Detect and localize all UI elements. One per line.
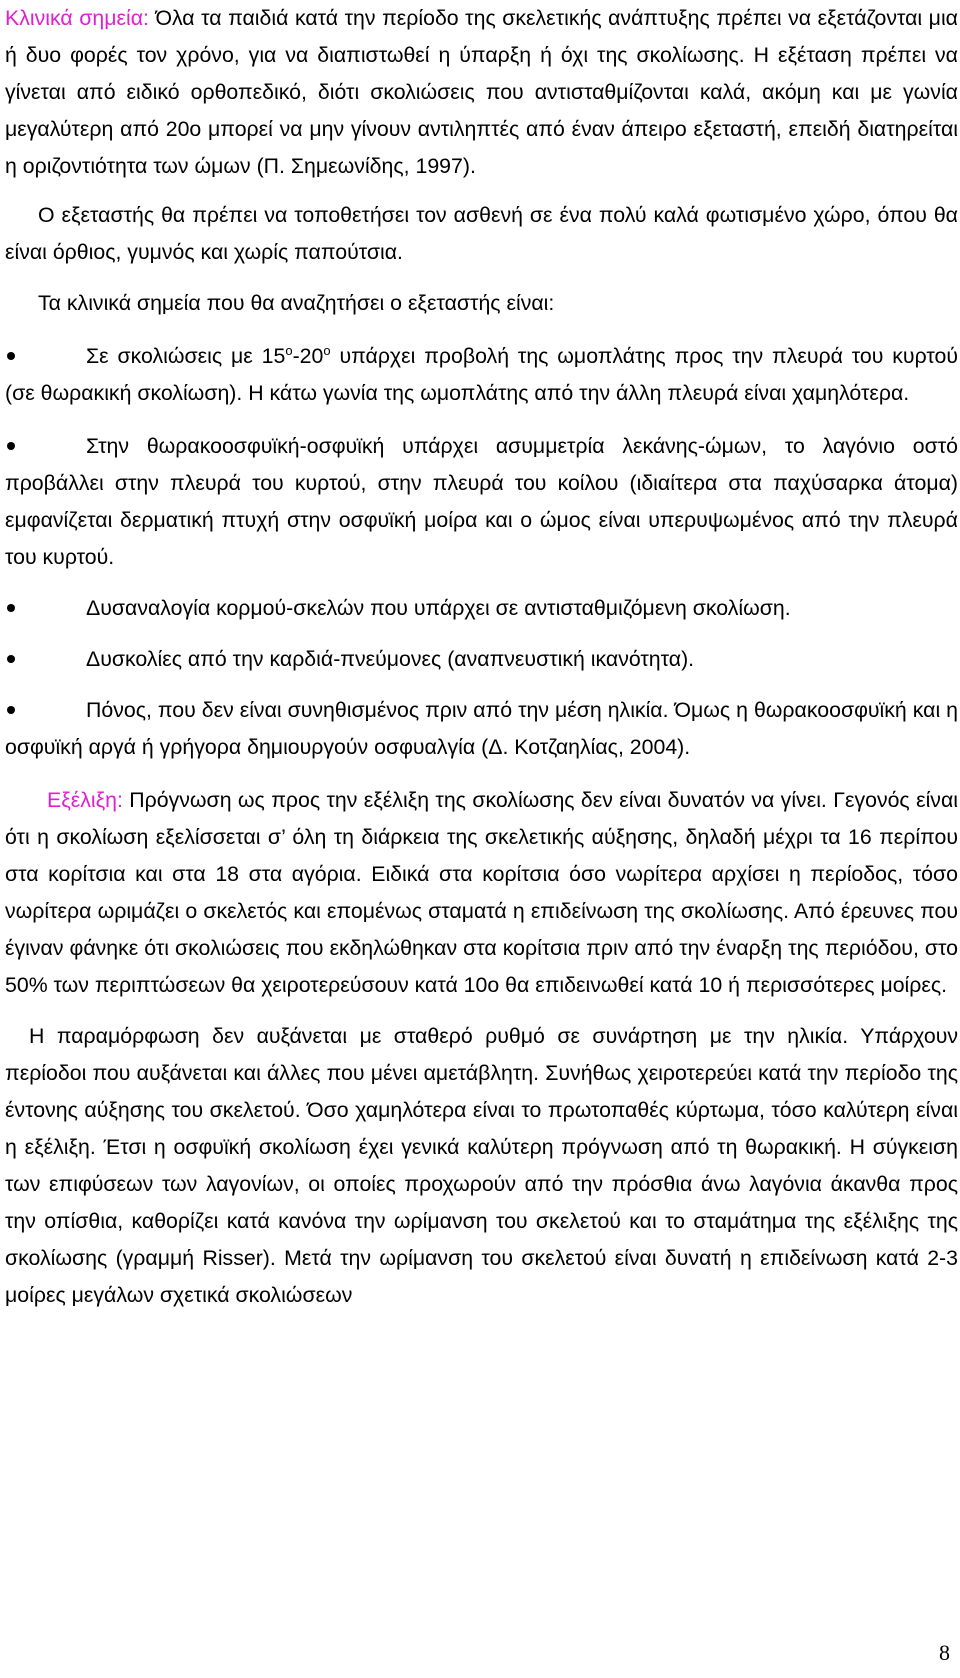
paragraph-text: Πρόγνωση ως προς την εξέλιξη της σκολίωσης δεν είναι δυνατόν να γίνει. Γεγονός είναι ότι η σκολίωση εξελίσσεται σ’ όλη τη διάρκεια της σκελετικής αύξησης, δηλαδή μέχρι τα 16 περίπου στα κορίτσια και στα 18 στα αγόρια. Ειδικά στα κορίτσια όσο νωρίτερα αρχίσει η περίοδος, τόσο νωρίτερα ωριμάζει ο σκελετός και επομένως σταματά η επιδείνωση της σκολίωσης. Από έρευνες που έγιναν φάνηκε ότι σκολιώσεις που εκδηλώθηκαν στα κορίτσια πριν από την έναρξη της περιόδου, στο 50% των περιπτώσεων θα χειροτερεύσουν κατά 10ο θα επιδεινωθεί κατά 10 ή περισσότερες μοίρες.: [5, 788, 958, 997]
bullet-icon: [7, 442, 15, 450]
bullet-icon: [7, 604, 15, 612]
list-item: Σε σκολιώσεις με $15^o-20^o$ υπάρχει προβολή της ωμοπλάτης προς την πλευρά του κυρτού (σε θωρακική σκολίωση). Η κάτω γωνία της ωμοπλάτης από την άλλη πλευρά είναι χαμηλότερα.: [5, 342, 958, 405]
heading-progression: Εξέλιξη:: [47, 788, 123, 812]
list-item: Δυσκολίες από την καρδιά-πνεύμονες (αναπνευστική ικανότητα).: [5, 641, 958, 678]
list-item: Δυσαναλογία κορμού-σκελών που υπάρχει σε αντισταθμιζόμενη σκολίωση.: [5, 590, 958, 627]
bullet-icon: [7, 706, 15, 714]
paragraph-examiner: Ο εξεταστής θα πρέπει να τοποθετήσει τον ασθενή σε ένα πολύ καλά φωτισμένο χώρο, όπου θα είναι όρθιος, γυμνός και χωρίς παπούτσια.: [5, 203, 958, 264]
paragraph-text: Όλα τα παιδιά κατά την περίοδο της σκελετικής ανάπτυξης πρέπει να εξετάζονται μια ή δυο φορές τον χρόνο, για να διαπιστωθεί η ύπαρξη ή όχι της σκολίωσης. Η εξέταση πρέπει να γίνεται από ειδικό ορθοπεδικό, διότι σκολιώσεις που αντισταθμίζονται καλά, ακόμη και με γωνία μεγαλύτερη από 20ο μπορεί να μην γίνουν αντιληπτές από έναν άπειρο εξεταστή, επειδή διατηρείται η οριζοντιότητα των ώμων (Π. Σημεωνίδης, 1997).: [5, 6, 958, 178]
bullet-icon: [7, 655, 15, 663]
document-page: [5, 0, 958, 1314]
heading-clinical-signs: Κλινικά σημεία:: [5, 6, 149, 30]
paragraph-deformity: Η παραμόρφωση δεν αυξάνεται με σταθερό ρυθμό σε συνάρτηση με την ηλικία. Υπάρχουν περίοδοι που αυξάνεται και άλλες που μένει αμετάβλητη. Συνήθως χειροτερεύει κατά την περίοδο της έντονης αύξησης του σκελετού. Όσο χαμηλότερα είναι το πρωτοπαθές κύρτωμα, τόσο καλύτερη είναι η εξέλιξη. Έτσι η οσφυϊκή σκολίωση έχει γενικά καλύτερη πρόγνωση από τη θωρακική. Η σύγκειση των επιφύσεων των λαγονίων, οι οποίες προχωρούν από την πρόσθια άνω λαγόνια άκανθα προς την οπίσθια, καθορίζει κατά κανόνα την ωρίμανση του σκελετού και το σταμάτημα της εξέλιξης της σκολίωσης (γραμμή Risser). Μετά την ωρίμανση του σκελετού είναι δυνατή η επιδείνωση κατά 2-3 μοίρες μεγάλων σχετικά σκολιώσεων: [5, 1024, 958, 1307]
list-item: Στην θωρακοοσφυϊκή-οσφυϊκή υπάρχει ασυμμετρία λεκάνης-ώμων, το λαγόνιο οστό προβάλλει στην πλευρά του κυρτού, στην πλευρά του κοίλου (ιδιαίτερα στα παχύσαρκα άτομα) εμφανίζεται δερματική πτυχή στην οσφυϊκή μοίρα και ο ώμος είναι υπερυψωμένος από την πλευρά του κυρτού.: [5, 434, 958, 569]
paragraph-progression: [5, 782, 958, 1004]
page-number: 8: [939, 1640, 950, 1665]
list-item: Πόνος, που δεν είναι συνηθισμένος πριν από την μέση ηλικία. Όμως η θωρακοοσφυϊκή και η οσφυϊκή αργά ή γρήγορα δημιουργούν οσφυαλγία (Δ. Κοτζαηλίας, 2004).: [5, 698, 958, 759]
paragraph-signs-intro: Τα κλινικά σημεία που θα αναζητήσει ο εξεταστής είναι:: [38, 291, 555, 315]
bullet-icon: [7, 352, 15, 360]
paragraph-clinical-signs: [5, 0, 958, 185]
